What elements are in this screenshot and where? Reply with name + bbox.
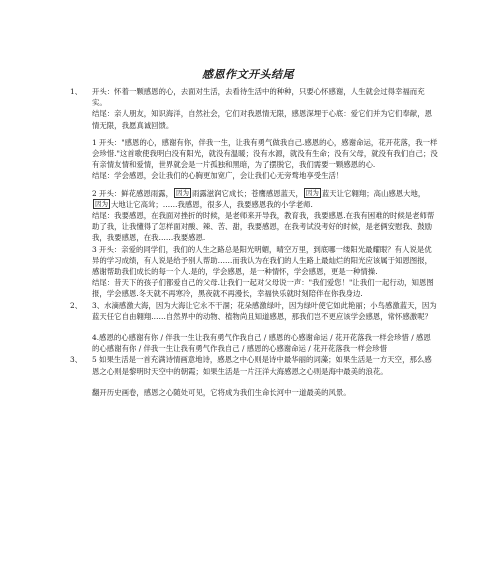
text-span: 蓝天让它翱翔；高山感恩大地， [321, 188, 426, 198]
paragraph: 4.感恩的心感谢有你 / 伴我一生让我有勇气作我自己 / 感恩的心感谢命运 / 花开花落我一样会珍惜 / 感恩的心感谢有你 / 伴我一生让我有勇气作我自己 / 感恩的心感谢命运 / 花开花落我一样会珍惜 [92, 333, 431, 354]
boxed-word: 因为 [95, 199, 108, 208]
paragraph: 结尾：昔天下的孩子们都爱自己的父母.让我们一起对父母说一声："我们爱您！"让我们一起行动，知恩图报，学会感恩.冬天就不再寒冷，黑夜就不再漫长，幸福快乐就时刻陪伴在你我身边. [92, 278, 434, 299]
paragraph: 3、水滴感激大海，因为大海让它永不干涸；花朵感激绿叶，因为绿叶使它如此艳丽；小鸟感激蓝天，因为蓝天任它自由翱翔……自然界中的动物、植物尚且知道感恩，那我们岂不更应该学会感恩，常怀感激呢？ [92, 300, 437, 321]
paragraph: 3 开头：亲爱的同学们，我们的人生之路总是阳光明媚，晴空万里，到底哪一缕阳光最耀眼？有人说是优异的学习成绩，有人说是给予别人帮助……而我认为在我们的人生路上最灿烂的阳光应该属于知恩图报，感谢帮助我们成长的每一个人.是的，学会感恩，是一种情怀，学会感恩，更是一种情操. [92, 244, 432, 277]
paragraph: 结尾：我要感恩，在我面对挫折的时候，是老师来开导我，教育我，我要感恩.在我有困难的时候是老师帮助了我，让我懂得了怎样面对酸、辣、苦、甜，我要感恩，在我考试没考好的时候，是老俩安慰我、鼓励我，我要感恩，在我……我要感恩. [92, 211, 435, 243]
paragraph: 翻开历史画卷，感恩之心随处可见，它将成为我们生命长河中一道最美的风景。 [92, 387, 351, 397]
boxed-word: 因为 [175, 188, 189, 197]
page-title: 感恩作文开头结尾 [202, 68, 294, 81]
paragraph: 结尾：亲人朋友，知识海洋，自然社会，它们对我恩情无限，感恩深埋于心底：爱它们并为它们奉献，恩情无限，我愿真诚回馈。 [92, 109, 432, 130]
paragraph: 5 如果生活是一首充满诗情画意地诗，感恩之中心则是诗中最华丽的词藻；如果生活是一方天空，那么感恩之心则是黎明时天空中的朝霞；如果生活是一片汪洋大海感恩之心则是海中最美的浪花。 [92, 355, 432, 376]
text-span: 2 开头：鲜花感恩雨露， [92, 188, 173, 198]
text-span: 雨露滋润它成长；苍鹰感恩蓝天， [191, 188, 303, 198]
boxed-word: 因为 [305, 188, 319, 197]
list-item [70, 86, 438, 300]
item-number: 1、 [70, 87, 83, 96]
paragraph: 1 开头："感恩的心，感谢有你，伴我一生，让我有勇气做我自己.感恩的心，感谢命运，花开花落，我一样会珍惜."这首歌使我明白没有阳光，就没有温暖；没有水源，就没有生命；没有父母，就没有我们自己；没有亲情友情和爱情，世界就会是一片孤独和黑暗，为了摆脱它，我们需要一颗感恩的心. [92, 137, 438, 170]
text-span: 大地让它高耸；……我感恩，很多人，我要感恩我的小学老师. [111, 199, 313, 209]
paragraph: 开头：怀着一颗感恩的心，去面对生活，去看待生活中的种种，只要心怀感谢，人生就会过得幸福而充实。 [92, 87, 425, 108]
list-item [70, 354, 438, 376]
item-number: 3、 [70, 355, 83, 365]
paragraph: 结尾：学会感恩，会让我们的心胸更加宽广，会让我们心无旁骛地享受生活！ [92, 171, 344, 181]
paragraph [92, 188, 438, 210]
item-number: 2、 [70, 300, 83, 310]
list-item [70, 300, 438, 355]
document-body [70, 86, 438, 398]
